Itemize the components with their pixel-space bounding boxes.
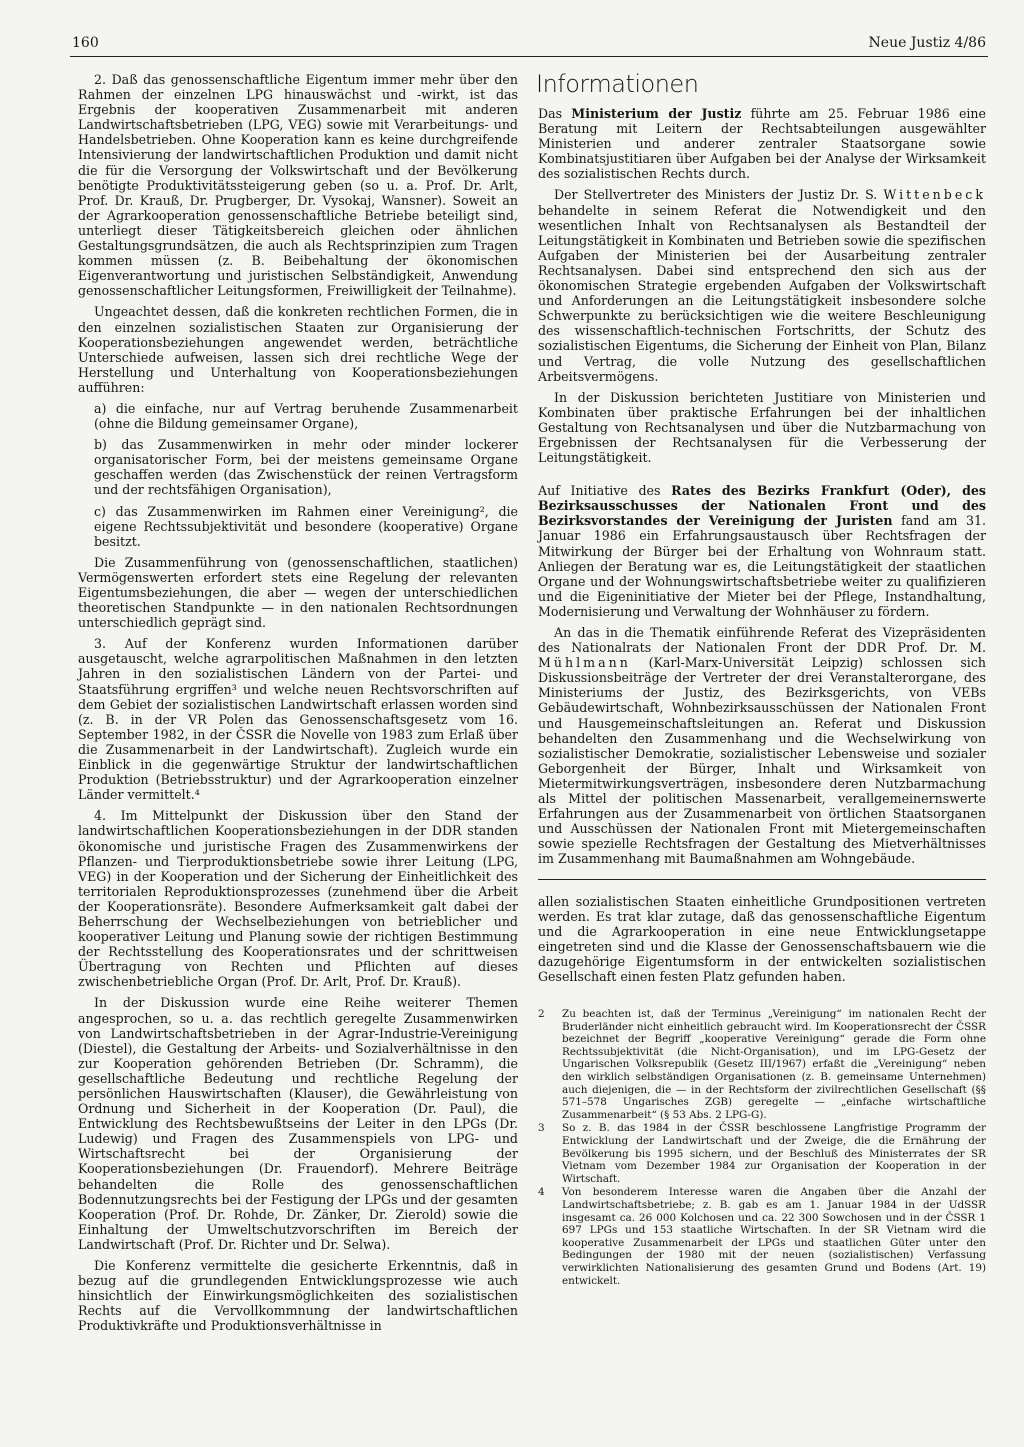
article-lead — [538, 106, 986, 181]
paragraph: 4. Im Mittelpunkt der Diskussion über den Stand der landwirtschaftlichen Kooperationsbeziehungen in der DDR standen ökonomische und juristische Fragen des Zusammenwirkens der Pflanzen- und Tierproduktionsbetriebe sowie ihrer Leitung (LPG, VEG) in der Kooperation und der Sicherung der Einheitlichkeit des territorialen Reproduktionsprozesses (zunehmend über die Arbeit der Kooperationsräte). Besondere Aufmerksamkeit galt dabei der Beherrschung der Wechselbeziehungen von betrieblicher und kooperativer Leitung und Planung sowie der richtigen Bestimmung der Rechtsstellung des Kooperationsrates und der schrittweisen Übertragung von Rechten und Pflichten auf dieses zwischenbetriebliche Organ (Prof. Dr. Arlt, Prof. Dr. Krauß). — [78, 808, 518, 990]
article-lead — [538, 483, 986, 619]
paragraph — [538, 625, 986, 867]
institution-name: Rates des Bezirks Frankfurt (Oder), des Bezirksausschusses der Nationalen Front und des Bezirksvorstandes der Vereinigung der Juristen — [538, 483, 986, 529]
paragraph: In der Diskussion wurde eine Reihe weiterer Themen angesprochen, so u. a. das rechtlich geregelte Zusammenwirken von Landwirtschaftsbetrieben in der Agrar-Industrie-Vereinigung (Diestel), die Gestaltung der Arbeits- und Sozialverhältnisse in den zur Kooperation gehörenden Betrieben (Dr. Schramm), die gesellschaftliche Bedeutung und rechtliche Regelung der persönlichen Hauswirtschaften (Klauser), die Gewährleistung von Ordnung und Sicherheit in der Kooperation (Dr. Paul), die Entwicklung des Rechtsbewußtseins der Leiter in den LPGs (Dr. Ludewig) und Fragen des Zusammenspiels von LPG- und Wirtschaftsrecht bei der Organisierung der Kooperationsbeziehungen (Dr. Frauendorf). Mehrere Beiträge behandelten die Rolle des genossenschaftlichen Bodennutzungsrechts bei der Festigung der LPGs und der gesamten Kooperation (Prof. Dr. Rohde, Dr. Zänker, Dr. Zierold) sowie die Einhaltung der Umweltschutzvorschriften im Bereich der Landwirtschaft (Prof. Dr. Richter und Dr. Selwa). — [78, 995, 518, 1252]
lead-text: fand am 31. Januar 1986 ein Erfahrungsaustausch über Rechtsfragen der Mitwirkung der Bürger bei der Erhaltung von Wohnraum statt. Anliegen der Beratung war es, die Leitungstätigkeit der staatlichen Organe und der Wohnungswirtschaftsbetriebe weiter zu qualifizieren und die Eigeninitiative der Mieter bei der Pflege, Instandhaltung, Modernisierung und Verwaltung der Wohnhäuser zu fördern. — [538, 513, 986, 619]
left-column — [78, 72, 518, 1340]
article-spacer — [538, 471, 986, 483]
paragraph: 2. Daß das genossenschaftliche Eigentum immer mehr über den Rahmen der einzelnen LPG hinauswächst und -wirkt, ist das Ergebnis der kooperativen Zusammenarbeit mit anderen Landwirtschaftsbetrieben (LPG, VEG) sowie mit Verarbeitungs- und Handelsbetrieben. Ohne Kooperation kann es keine durchgreifende Intensivierung der landwirtschaftlichen Produktion und damit nicht die für die Versorgung der Volkswirtschaft und der Bevölkerung benötigte Produktivitätssteigerung geben (so u. a. Prof. Dr. Arlt, Prof. Dr. Krauß, Dr. Prugberger, Dr. Vysokaj, Wansner). Soweit an der Agrarkooperation genossenschaftliche Betriebe beteiligt sind, unterliegt dieser Tätigkeitsbereich gleichen oder ähnlichen Gestaltungsgrundsätzen, die auch als Rechtsprinzipien zum Tragen kommen müssen (z. B. Beibehaltung der ökonomischen Eigenverantwortung und juristischen Selbständigkeit, Anwendung genossenschaftlicher Leitungsformen, Freiwilligkeit der Teilnahme). — [78, 72, 518, 299]
lead-text: Das — [538, 106, 572, 121]
footnote — [538, 1186, 986, 1287]
text: (Karl-Marx-Universität Leipzig) schlossen sich Diskussionsbeiträge der Vertreter der drei Veranstalterorgane, des Ministeriums der Justiz, des Bezirksgerichts, von VEBs Gebäudewirtschaft, Wohnbezirksausschüssen der Nationalen Front und Hausgemeinschaftsleitungen an. Referat und Diskussion behandelten den Zusammenhang und die Wechselwirkung von sozialistischer Demokratie, sozialistischer Lebensweise und sozialer Geborgenheit der Bürger, Inhalt und Wirksamkeit von Mietermitwirkungsverträgen, insbesondere deren Nutzbarmachung als Mittel der politischen Massenarbeit, verallgemeinernswerte Erfahrungen aus der Zusammenarbeit von örtlichen Staatsorganen und Ausschüssen der Nationalen Front mit Mietergemeinschaften sowie spezielle Rechtsfragen der Gestaltung des Mietverhältnisses im Zusammenhang mit Baumaßnahmen am Wohngebäude. — [538, 655, 986, 867]
footnote-number: 4 — [538, 1186, 545, 1199]
lead-text: führte am 25. Februar 1986 eine Beratung mit Leitern der Rechtsabteilungen ausgewählter Ministerien und anderer zentraler Staatsorgane sowie Kombinatsjustitiaren über Aufgaben bei der Analyse der Wirksamkeit des sozialistischen Rechts durch. — [538, 106, 986, 182]
paragraph: Die Zusammenführung von (genossenschaftlichen, staatlichen) Vermögenswerten erfordert stets eine Regelung der relevanten Eigentumsbeziehungen, die aber — wegen der unterschiedlichen theoretischen Standpunkte — in den nationalen Rechtsordnungen unterschiedlich geprägt sind. — [78, 554, 518, 631]
footnote — [538, 1008, 986, 1121]
list-item: c) das Zusammenwirken im Rahmen einer Vereinigung², die eigene Rechtssubjektivität und besondere (kooperative) Organe besitzt. — [94, 503, 518, 549]
text: An das in die Thematik einführende Referat des Vizepräsidenten des Nationalrats der Nationalen Front der DDR Prof. Dr. M. — [538, 625, 986, 656]
institution-name: Ministerium der Justiz — [571, 106, 742, 121]
paragraph: 3. Auf der Konferenz wurden Informationen darüber ausgetauscht, welche agrarpolitischen Maßnahmen in den letzten Jahren in den sozialistischen Ländern von der Partei- und Staatsführung ergriffen³ und welche neuen Rechtsvorschriften auf dem Gebiet der sozialistischen Landwirtschaft erlassen worden sind (z. B. in der VR Polen das Genossenschaftsgesetz vom 16. September 1982, in der ČSSR die Novelle von 1983 zum Erlaß über die Zusammenarbeit in der Landwirtschaft). Zugleich wurde ein Einblick in die gegenwärtige Struktur der landwirtschaftlichen Produktion (Betriebsstruktur) und der Agrarkooperation einzelner Länder vermittelt.⁴ — [78, 636, 518, 803]
list-item: b) das Zusammenwirken in mehr oder minder lockerer organisatorischer Form, bei der meistens gemeinsame Organe geschaffen werden (das Zwischenstück der reinen Vertragsform und der rechtsfähigen Organisation), — [94, 437, 518, 498]
list-item: a) die einfache, nur auf Vertrag beruhende Zusammenarbeit (ohne die Bildung gemeinsamer Organe), — [94, 400, 518, 432]
paragraph — [538, 187, 986, 383]
journal-title: Neue Justiz 4/86 — [868, 35, 986, 51]
footnote-spacer — [538, 990, 986, 1002]
paragraph: In der Diskussion berichteten Justitiare von Ministerien und Kombinaten über praktische Erfahrungen bei der inhaltlichen Gestaltung von Rechtsanalysen und über die Nutzbarmachung von Ergebnissen der Rechtsanalysen für die Verbesserung der Leitungstätigkeit. — [538, 389, 986, 466]
divider — [538, 879, 986, 880]
footnote — [538, 1122, 986, 1185]
text: Der Stellvertreter des Ministers der Justiz Dr. S. — [554, 187, 884, 203]
footnote-text: Von besonderem Interesse waren die Angaben über die Anzahl der Landwirtschaftsbetriebe; z. B. gab es am 1. Januar 1984 in der UdSSR insgesamt ca. 26 000 Kolchosen und ca. 22 300 Sowchosen und in der ČSSR 1 697 LPGs und 153 staatliche Wirtschaften. In der SR Vietnam wird die kooperative Zusammenarbeit der LPGs und staatlichen Güter unter den Bedingungen der 1980 mit der neuen (sozialistischen) Verfassung verwirklichten Nationalisierung des gesamten Grund und Bodens (Art. 19) entwickelt. — [562, 1186, 986, 1287]
person-name: Wittenbeck — [883, 187, 986, 203]
continuation-paragraph: allen sozialistischen Staaten einheitliche Grundpositionen vertreten werden. Es trat klar zutage, daß das genossenschaftliche Eigentum und die Agrarkooperation in eine neue Entwicklungsetappe eingetreten sind und die Klasse der Genossenschaftsbauern wie die dazugehörige Eigentumsform in der entwickelten sozialistischen Gesellschaft einen festen Platz gefunden haben. — [538, 893, 986, 984]
text: behandelte in seinem Referat die Notwendigkeit und den wesentlichen Inhalt von Rechtsanalysen als Bestandteil der Leitungstätigkeit in Kombinaten und Betrieben sowie die spezifischen Aufgaben der Ministerien bei der Ausarbeitung zentraler Rechtsanalysen. Dabei sind entsprechend den sich aus der ökonomischen Strategie ergebenden Aufgaben der Volkswirtschaft und Anforderungen an die Leitungstätigkeit insbesondere solche Schwerpunkte zu berücksichtigen wie die weitere Beschleunigung des wissenschaftlich-technischen Fortschritts, der Schutz des sozialistischen Eigentums, die Sicherung der Einheit von Plan, Bilanz und Vertrag, die volle Nutzung des gesellschaftlichen Arbeitsvermögens. — [538, 202, 986, 384]
section-title: Informationen — [536, 70, 699, 98]
footnote-number: 3 — [538, 1122, 545, 1135]
paragraph: Die Konferenz vermittelte die gesicherte Erkenntnis, daß in bezug auf die grundlegenden Entwicklungsprozesse wie auch hinsichtlich der Einwirkungsmöglichkeiten des sozialistischen Rechts auf die Vervollkommnung der landwirtschaftlichen Produktivkräfte und Produktionsverhältnisse in — [78, 1258, 518, 1334]
header-rule — [70, 56, 988, 57]
forms-list — [78, 401, 518, 549]
lead-text: Auf Initiative des — [538, 483, 672, 499]
paragraph: Ungeachtet dessen, daß die konkreten rechtlichen Formen, die in den einzelnen sozialistischen Staaten zur Organisierung der Kooperationsbeziehungen angewendet werden, beträchtliche Unterschiede aufweisen, lassen sich drei rechtliche Wege der Herstellung und Unterhaltung von Kooperationsbeziehungen aufführen: — [78, 304, 518, 395]
footnote-text: Zu beachten ist, daß der Terminus „Vereinigung“ im nationalen Recht der Bruderländer nicht einheitlich gebraucht wird. Im Kooperationsrecht der ČSSR bezeichnet der Begriff „kooperative Vereinigung“ gerade die Form ohne Rechtssubjektivität (die Nicht-Organisation), und im LPG-Gesetz der Ungarischen Volksrepublik (Gesetz III/1967) erfaßt die „Vereinigung“ neben den wirklich selbständigen Organisationen (z. B. gemeinsame Unternehmen) auch diejenigen, die — in der Rechtsform der zivilrechtlichen Gesellschaft (§§ 571–578 Ungarisches ZGB) geregelte — „einfache wirtschaftliche Zusammenarbeit“ (§ 53 Abs. 2 LPG-G). — [562, 1008, 986, 1121]
person-name: Mühlmann — [538, 655, 631, 671]
footnotes — [538, 1008, 986, 1287]
footnote-number: 2 — [538, 1008, 545, 1021]
right-column — [538, 72, 986, 1288]
footnote-text: So z. B. das 1984 in der ČSSR beschlossene Langfristige Programm der Entwicklung der Landwirtschaft und der Zweige, die die Ernährung der Bevölkerung bis 1995 sichern, und der Beschluß des Ministerrates der SR Vietnam vom Dezember 1984 zur Organisation der Kooperation in der Wirtschaft. — [562, 1122, 986, 1185]
page-number: 160 — [72, 35, 99, 51]
